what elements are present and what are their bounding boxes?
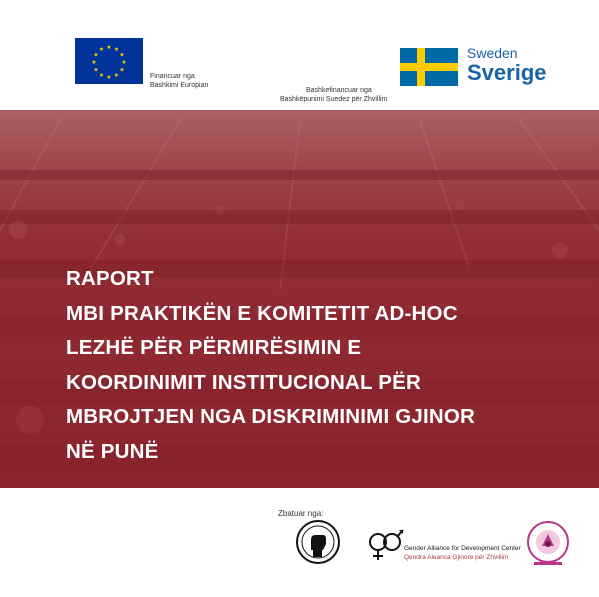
sponsor-logos [0, 0, 599, 110]
partner-logo-seal [526, 520, 570, 568]
sweden-caption-line1: Bashkefinancuar nga [306, 87, 372, 94]
svg-text:★: ★ [121, 59, 127, 66]
sweden-cross-icon [400, 48, 458, 86]
sweden-wordmark-en: Sweden [467, 45, 518, 61]
eu-funding-caption [150, 72, 208, 90]
title-line-5: MBROJTJEN NGA DISKRIMINIMI GJINOR [66, 405, 476, 428]
gadc-name [404, 544, 521, 562]
gadc-name-en: Gender Alliance for Development Center [404, 545, 521, 552]
svg-text:★: ★ [106, 44, 112, 51]
svg-text:★: ★ [91, 59, 97, 66]
svg-text:★: ★ [98, 72, 105, 79]
title-line-1: RAPORT [66, 267, 154, 290]
svg-text:★: ★ [119, 66, 125, 74]
sweden-wordmark [467, 45, 547, 85]
eu-stars-icon [75, 38, 143, 84]
eu-flag-logo [75, 38, 143, 84]
raised-fist-icon [296, 520, 340, 564]
title-line-4: KOORDINIMIT INSTITUCIONAL PËR [66, 370, 422, 394]
sweden-caption-line2: Bashkëpunimi Suedez për Zhvillim [280, 96, 388, 103]
svg-text:★: ★ [98, 46, 105, 53]
svg-text:★: ★ [106, 74, 112, 81]
eu-caption-line2: Bashkimi Europian [150, 82, 209, 89]
implemented-by-label: Zbatuar nga: [278, 509, 324, 518]
gadc-emblem-icon [366, 528, 404, 564]
svg-text:★: ★ [93, 66, 99, 74]
eu-caption-line1: Financuar nga [150, 73, 195, 80]
partner-seal-icon [526, 520, 570, 568]
report-title [66, 262, 475, 469]
title-line-6: NË PUNË [66, 439, 159, 463]
title-line-3: LEZHË PËR PËRMIRËSIMIN E [66, 336, 362, 359]
svg-text:★: ★ [93, 51, 99, 59]
title-line-2: MBI PRAKTIKËN E KOMITETIT AD-HOC [66, 301, 458, 325]
svg-text:★: ★ [119, 51, 125, 59]
partner-logo-gadc [366, 528, 404, 564]
svg-text:★: ★ [113, 46, 120, 53]
svg-text:★: ★ [113, 72, 120, 79]
sweden-wordmark-sv: Sverige [467, 60, 547, 85]
partner-logo-fist [296, 520, 340, 564]
sweden-flag-logo [400, 48, 458, 86]
sweden-funding-caption [280, 86, 387, 104]
gadc-name-sq: Qendra Aleanca Gjinore për Zhvillim [404, 554, 509, 561]
